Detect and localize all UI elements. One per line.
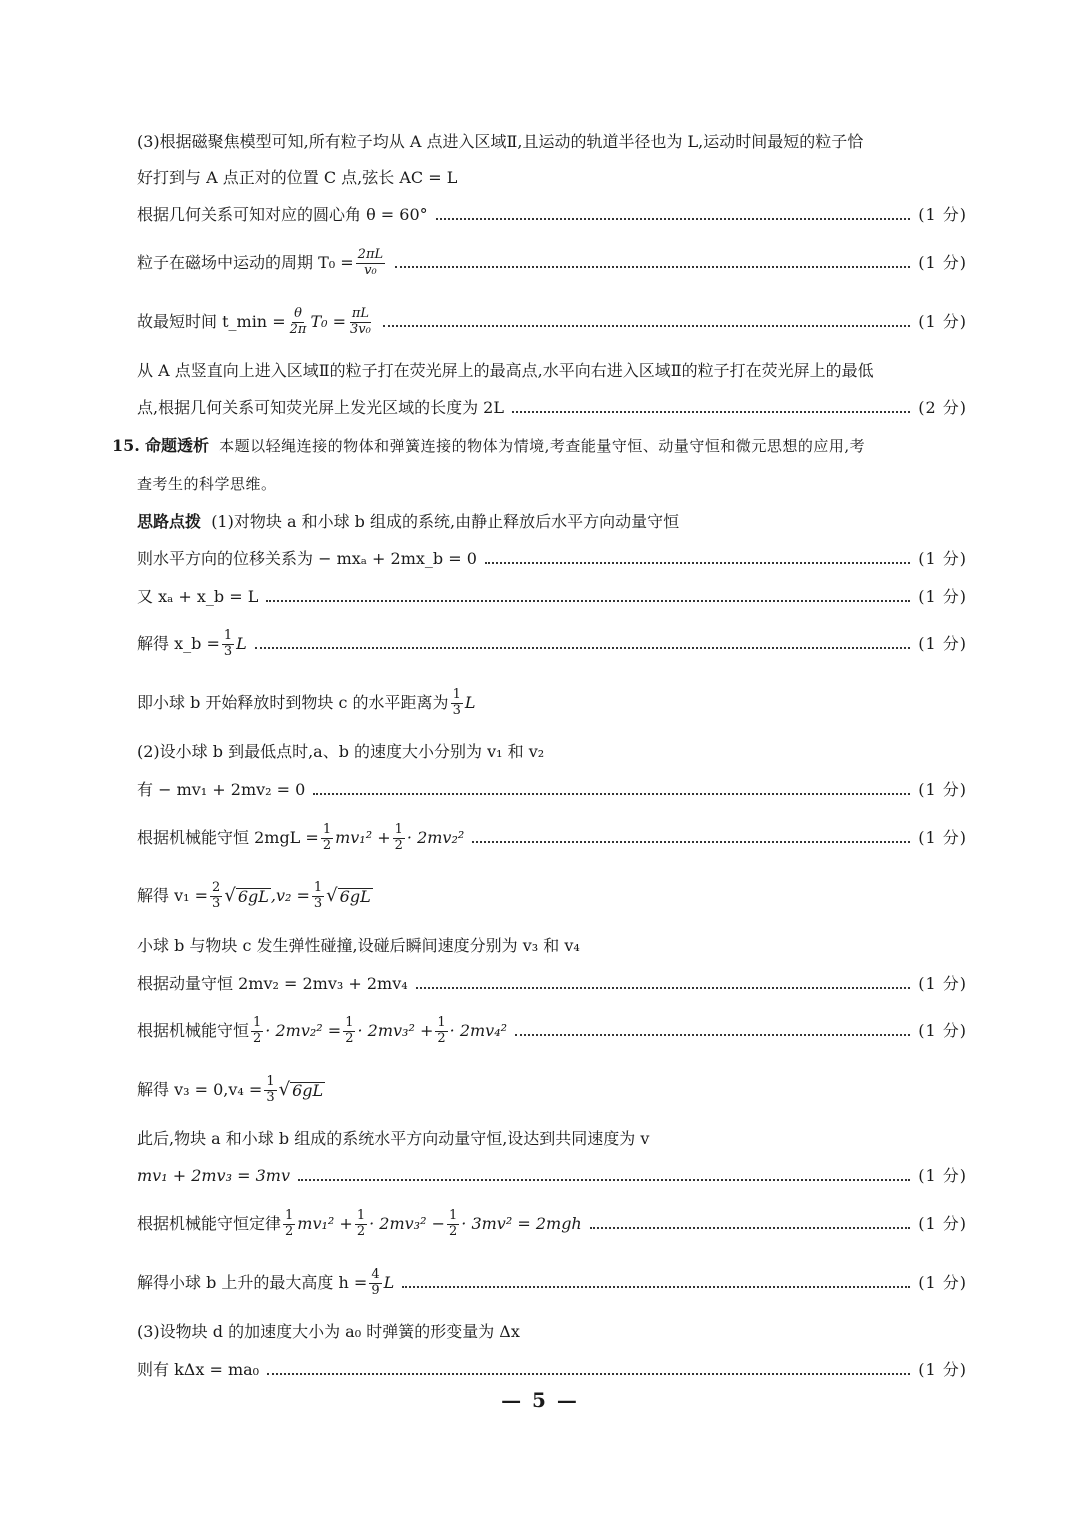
formula-text: mv₁² + [335, 828, 391, 847]
fraction: $\frac{2}{3}$ [212, 880, 221, 911]
text-line [137, 160, 967, 196]
fraction: $\frac{1}{3}$ [223, 628, 233, 659]
line-text: 好打到与 A 点正对的位置 C 点,弦长 AC = L [137, 168, 458, 187]
text-line [137, 124, 967, 160]
line-text [137, 688, 475, 718]
formula-text: L [383, 1273, 395, 1292]
fraction: $\frac{1}{3}$ [452, 687, 461, 718]
text-line [137, 1013, 967, 1049]
square-root: √ 6gL [326, 885, 371, 906]
line-text: mv₁ + 2mv₃ = 3mv [137, 1166, 290, 1185]
fraction: $\frac{1}{2}$ [449, 1208, 458, 1239]
line-text: 小球 b 与物块 c 发生弹性碰撞,设碰后瞬间速度分别为 v₃ 和 v₄ [137, 936, 580, 955]
line-text: (3)设物块 d 的加速度大小为 a₀ 时弹簧的形变量为 Δx [137, 1322, 520, 1341]
line-text [137, 248, 387, 278]
formula-text: 解得 v₁ = [137, 886, 209, 905]
text-line [137, 1265, 967, 1301]
dot-leader [485, 562, 910, 564]
fraction: $\frac{1}{2}$ [437, 1015, 446, 1046]
score-label: (1 分) [918, 1360, 967, 1379]
line-text: 根据动量守恒 2mv₂ = 2mv₃ + 2mv₄ [137, 974, 408, 993]
line-text: 从 A 点竖直向上进入区域Ⅱ的粒子打在荧光屏上的最高点,水平向右进入区域Ⅱ的粒子打在荧光屏上的最低 [137, 361, 874, 380]
score-label: (1 分) [918, 1021, 967, 1040]
text-line [137, 820, 967, 856]
text-line [137, 878, 967, 914]
dot-leader [472, 841, 910, 843]
line-text [137, 1268, 394, 1298]
text-line [137, 197, 967, 233]
line-text: 查考生的科学思维。 [137, 474, 277, 493]
formula-text: · 2mv₃² + [357, 1021, 434, 1040]
text-line [137, 579, 967, 615]
line-text: (3)根据磁聚焦模型可知,所有粒子均从 A 点进入区域Ⅱ,且运动的轨道半径也为 L,运动时间最短的粒子恰 [137, 132, 864, 151]
fraction: $\frac{1}{2}$ [322, 822, 332, 853]
formula-text: mv₁² + [297, 1214, 353, 1233]
formula-text: · 3mv² = 2mgh [461, 1214, 582, 1233]
formula-text: 解得 v₃ = 0,v₄ = [137, 1080, 263, 1099]
formula-text: 粒子在磁场中运动的周期 T₀ = [137, 253, 354, 272]
fraction: $\frac{1}{2}$ [356, 1208, 366, 1239]
dot-leader [266, 600, 910, 602]
score-label: (2 分) [918, 398, 967, 417]
page-number: — 5 — [501, 1388, 579, 1412]
line-text [137, 1209, 582, 1239]
dot-leader [512, 411, 910, 413]
square-root: √ 6gL [224, 885, 269, 906]
score-label: (1 分) [918, 1273, 967, 1292]
text-line [137, 1072, 967, 1108]
text-line [137, 1314, 967, 1350]
fraction: $\frac{1}{2}$ [253, 1015, 262, 1046]
line-text: (2)设小球 b 到最低点时,a、b 的速度大小分别为 v₁ 和 v₂ [137, 742, 545, 761]
formula-text: 根据机械能守恒 2mgL = [137, 828, 319, 847]
text-line [137, 734, 967, 770]
dot-leader [267, 1373, 910, 1375]
score-label: (1 分) [918, 1214, 967, 1233]
text-line [137, 504, 967, 540]
dot-leader [313, 793, 910, 795]
dot-leader [416, 987, 911, 989]
formula-text: 解得 x_b = [137, 634, 220, 653]
text-line [137, 928, 967, 964]
line-text: 此后,物块 a 和小球 b 组成的系统水平方向动量守恒,设达到共同速度为 v [137, 1129, 650, 1148]
fraction: $\frac{1}{2}$ [285, 1208, 294, 1239]
text-line [137, 1206, 967, 1242]
line-text [137, 307, 375, 337]
score-label: (1 分) [918, 253, 967, 272]
line-text: 则有 kΔx = ma₀ [137, 1360, 260, 1379]
question-number: 15. [112, 436, 140, 455]
formula-text: ,v₂ = [270, 886, 310, 905]
score-label: (1 分) [918, 828, 967, 847]
formula-text: · 2mv₃² − [369, 1214, 445, 1233]
line-text [137, 881, 373, 911]
score-label: (1 分) [918, 312, 967, 331]
fraction: $\frac{\theta}{2\pi}$ [289, 306, 307, 337]
section-label: 思路点拨 [137, 512, 202, 531]
line-text [137, 823, 464, 853]
formula-text: · 2mv₂² = [265, 1021, 342, 1040]
text-line [137, 304, 967, 340]
formula-text: 根据机械能守恒 [137, 1021, 250, 1040]
dot-leader [395, 266, 910, 268]
line-text [137, 1075, 325, 1105]
score-label: (1 分) [918, 1166, 967, 1185]
score-label: (1 分) [918, 780, 967, 799]
dot-leader [590, 1227, 911, 1229]
line-text [112, 438, 865, 454]
fraction: $\frac{1}{2}$ [394, 822, 403, 853]
formula-text: · 2mv₄² [449, 1021, 508, 1040]
formula-text: 即小球 b 开始释放时到物块 c 的水平距离为 [137, 693, 449, 712]
text-line [137, 541, 967, 577]
square-root: √ 6gL [278, 1079, 324, 1100]
line-text: 则水平方向的位移关系为 − mxₐ + 2mx_b = 0 [137, 549, 477, 568]
score-label: (1 分) [918, 634, 967, 653]
line-text: 根据几何关系可知对应的圆心角 θ = 60° [137, 205, 428, 224]
line-text: 有 − mv₁ + 2mv₂ = 0 [137, 780, 306, 799]
section-text: (1)对物块 a 和小球 b 组成的系统,由静止释放后水平方向动量守恒 [211, 512, 680, 531]
text-line [137, 390, 967, 426]
text-line [137, 1158, 967, 1194]
fraction: $\frac{1}{3}$ [266, 1074, 275, 1105]
line-text [137, 514, 679, 530]
formula-text: · 2mv₂² [406, 828, 465, 847]
formula-text: 解得小球 b 上升的最大高度 h = [137, 1273, 368, 1292]
text-line [112, 428, 967, 464]
fraction: $\frac{1}{2}$ [345, 1015, 354, 1046]
dot-leader [402, 1286, 910, 1288]
dot-leader [515, 1034, 910, 1036]
dot-leader [436, 218, 911, 220]
text-line [137, 966, 967, 1002]
line-text [137, 1016, 507, 1046]
formula-text: 故最短时间 t_min = [137, 312, 286, 331]
dot-leader [298, 1179, 910, 1181]
fraction: $\frac{2\pi L}{\text{v₀}}$ [357, 247, 384, 278]
text-line [137, 1121, 967, 1157]
formula-text: L [464, 693, 476, 712]
score-label: (1 分) [918, 587, 967, 606]
fraction: $\frac{1}{3}$ [313, 880, 323, 911]
text-line [137, 466, 967, 502]
fraction: $\frac{\pi L}{\text{3v₀}}$ [350, 306, 371, 337]
line-text: 又 xₐ + x_b = L [137, 587, 259, 606]
line-text [137, 629, 247, 659]
score-label: (1 分) [918, 974, 967, 993]
dot-leader [383, 325, 910, 327]
text-line [137, 685, 967, 721]
score-label: (1 分) [918, 549, 967, 568]
text-line [137, 353, 967, 389]
formula-text: 根据机械能守恒定律 [137, 1214, 282, 1233]
section-label: 命题透析 [144, 436, 209, 455]
text-line [137, 772, 967, 808]
formula-text: L [236, 634, 247, 653]
dot-leader [255, 647, 910, 649]
text-line [137, 626, 967, 662]
fraction: $\frac{4}{9}$ [371, 1267, 380, 1298]
score-label: (1 分) [918, 205, 967, 224]
text-line [137, 1352, 967, 1388]
section-text: 本题以轻绳连接的物体和弹簧连接的物体为情境,考查能量守恒、动量守恒和微元思想的应用,考 [219, 436, 866, 455]
text-line [137, 245, 967, 281]
line-text: 点,根据几何关系可知荧光屏上发光区域的长度为 2L [137, 398, 504, 417]
formula-text: T₀ = [310, 312, 347, 331]
